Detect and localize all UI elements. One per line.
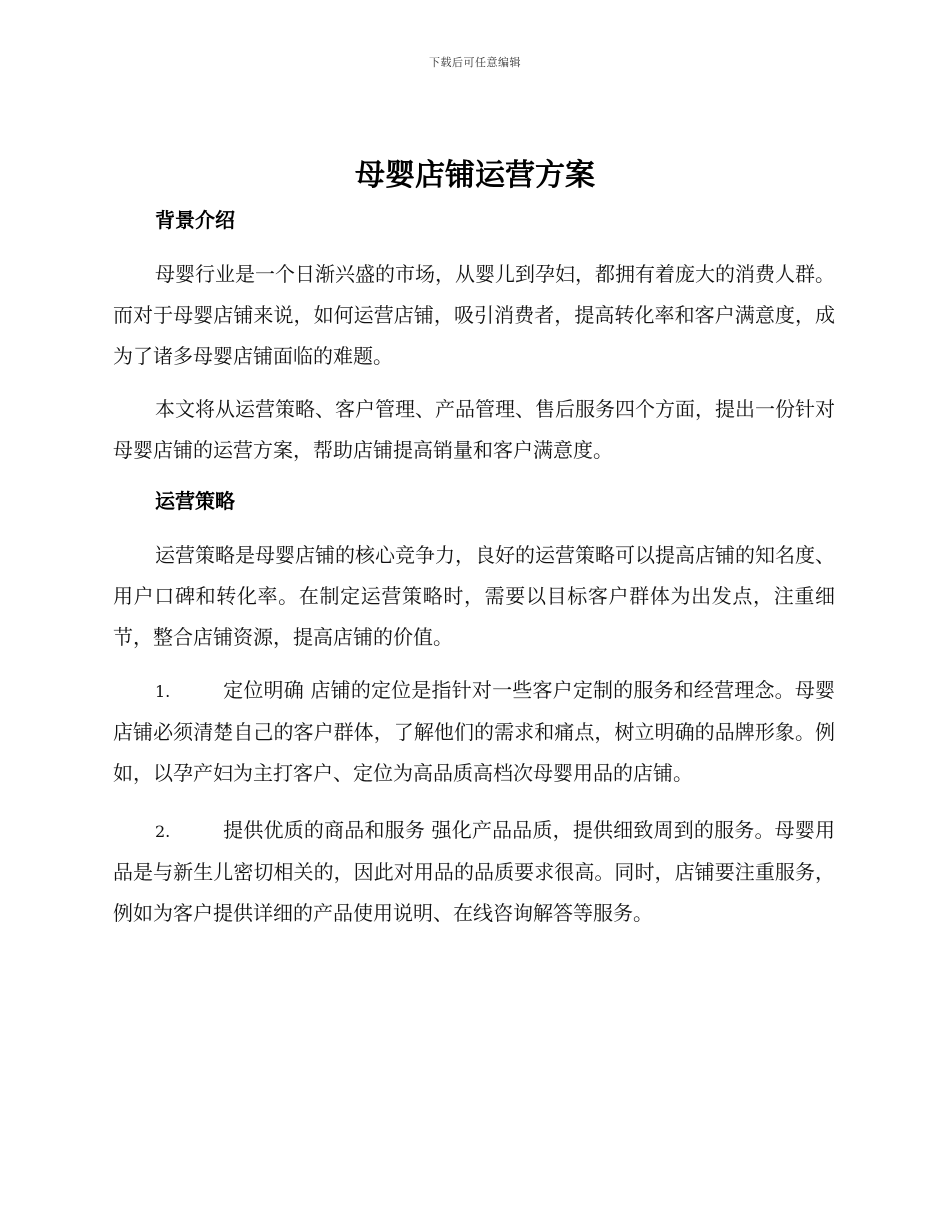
paragraph: 运营策略是母婴店铺的核心竞争力，良好的运营策略可以提高店铺的知名度、用户口碑和转化率。在制定运营策略时，需要以目标客户群体为出发点，注重细节，整合店铺资源，提高店铺的价值。 xyxy=(113,543,835,649)
header-note: 下载后可任意编辑 xyxy=(429,56,521,69)
list-item-text: 提供优质的商品和服务 强化产品品质，提供细致周到的服务。母婴用品是与新生儿密切相关的，因此对用品的品质要求很高。同时，店铺要注重服务，例如为客户提供详细的产品使用说明、在线咨询解答等服务。 xyxy=(113,818,835,925)
list-item-text: 定位明确 店铺的定位是指针对一些客户定制的服务和经营理念。母婴店铺必须清楚自己的客户群体，了解他们的需求和痛点，树立明确的品牌形象。例如，以孕产妇为主打客户、定位为高品质高档次母婴用品的店铺。 xyxy=(113,678,835,785)
section-heading-background: 背景介绍 xyxy=(155,208,235,232)
section-heading-strategy: 运营策略 xyxy=(155,489,235,513)
paragraph: 本文将从运营策略、客户管理、产品管理、售后服务四个方面，提出一份针对母婴店铺的运营方案，帮助店铺提高销量和客户满意度。 xyxy=(113,397,835,462)
list-item xyxy=(113,810,835,934)
document-title: 母婴店铺运营方案 xyxy=(355,158,595,193)
list-item-number: 1. xyxy=(155,682,171,701)
list-item-number: 2. xyxy=(155,822,171,841)
paragraph: 母婴行业是一个日渐兴盛的市场，从婴儿到孕妇，都拥有着庞大的消费人群。而对于母婴店铺来说，如何运营店铺，吸引消费者，提高转化率和客户满意度，成为了诸多母婴店铺面临的难题。 xyxy=(113,262,835,368)
document-body xyxy=(113,202,835,950)
list-item xyxy=(113,670,835,794)
